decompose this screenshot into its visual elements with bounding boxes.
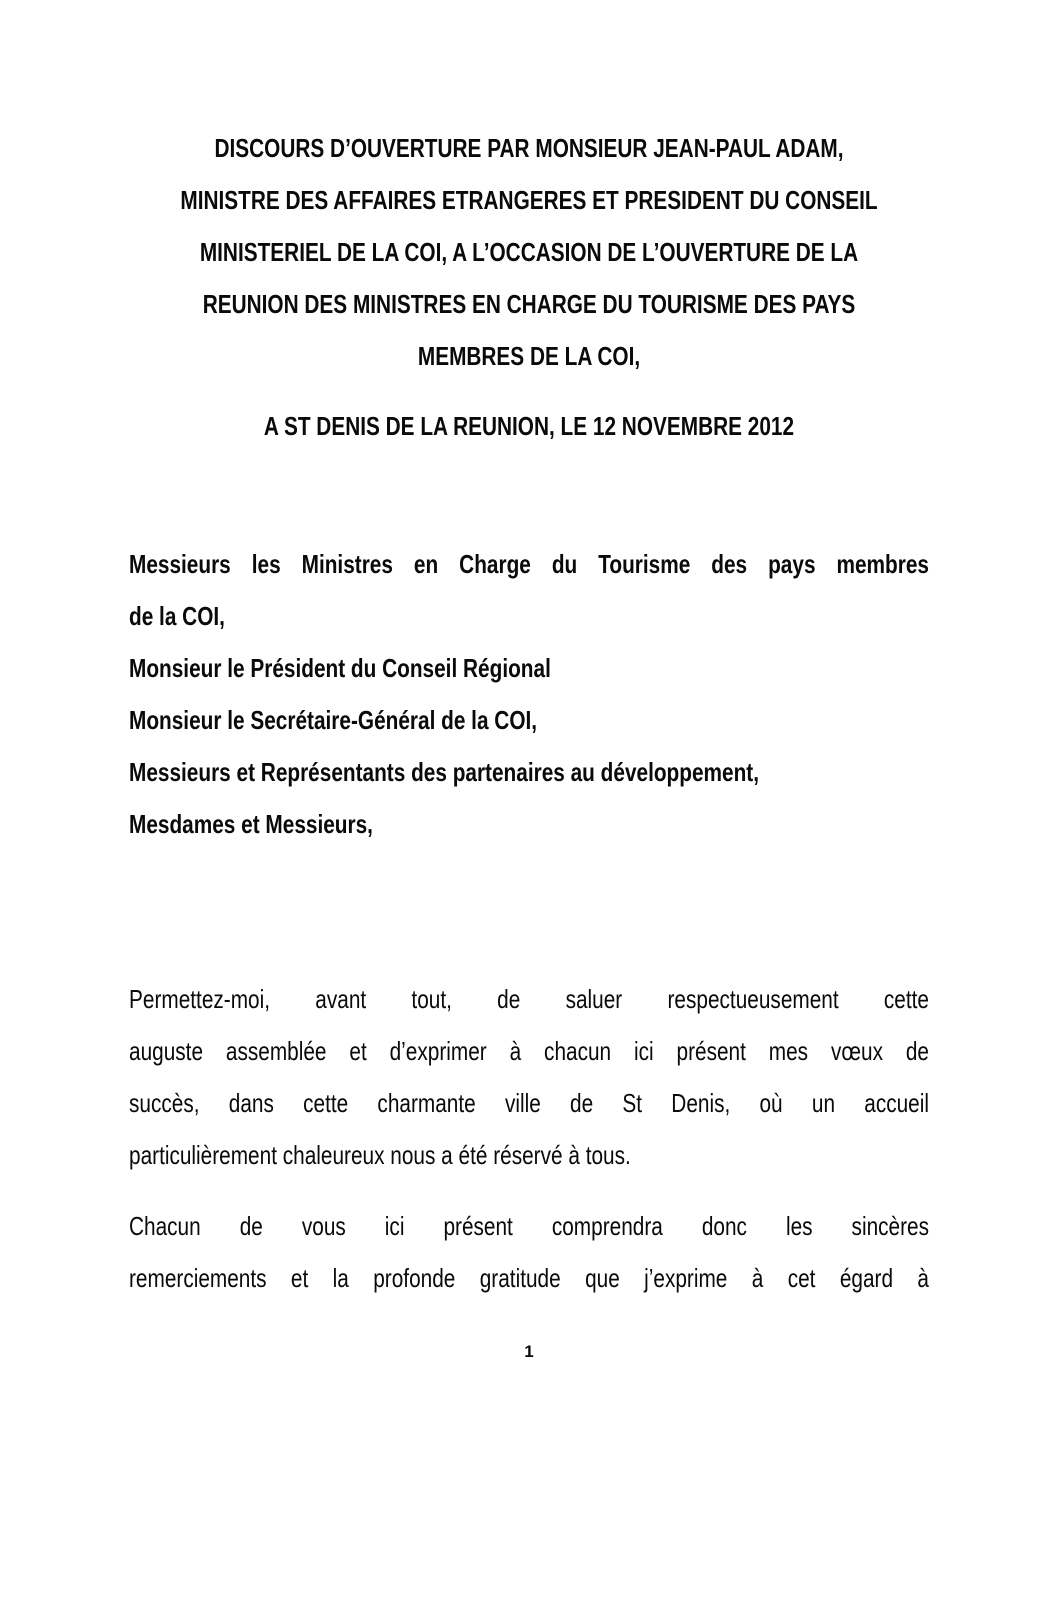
page-number: 1 [524,1342,534,1361]
salutation-line: de la COI, [129,601,225,631]
salutation-block [129,538,929,850]
title-line: MINISTERIEL DE LA COI, A L’OCCASION DE L’OUVERTURE DE LA [199,237,859,267]
body-line: remerciements et la profonde gratitude que j’exprime à cet égard à [129,1263,929,1293]
date-line: A ST DENIS DE LA REUNION, LE 12 NOVEMBRE 2012 [263,411,795,441]
title-line: DISCOURS D’OUVERTURE PAR MONSIEUR JEAN-PAUL ADAM, [214,133,844,163]
paragraph [129,1200,929,1304]
salutation-line: Monsieur le Président du Conseil Régional [129,653,551,683]
body-block [129,973,929,1304]
title-line: MINISTRE DES AFFAIRES ETRANGERES ET PRESIDENT DU CONSEIL [180,185,878,215]
title-line: MEMBRES DE LA COI, [417,341,641,371]
body-line: auguste assemblée et d’exprimer à chacun ici présent mes vœux de [129,1036,929,1066]
paragraph [129,973,929,1181]
body-line: Permettez-moi, avant tout, de saluer respectueusement cette [129,984,929,1014]
document-page [0,122,1059,1618]
title-line: REUNION DES MINISTRES EN CHARGE DU TOURISME DES PAYS [202,289,856,319]
body-line: particulièrement chaleureux nous a été réservé à tous. [129,1140,631,1170]
body-line: succès, dans cette charmante ville de St Denis, où un accueil [129,1088,929,1118]
salutation-line: Messieurs les Ministres en Charge du Tourisme des pays membres [129,549,929,579]
body-line: Chacun de vous ici présent comprendra donc les sincères [129,1211,929,1241]
salutation-line: Monsieur le Secrétaire-Général de la COI, [129,705,538,735]
salutation-line: Mesdames et Messieurs, [129,809,373,839]
title-block [129,122,929,382]
salutation-line: Messieurs et Représentants des partenaires au développement, [129,757,760,787]
